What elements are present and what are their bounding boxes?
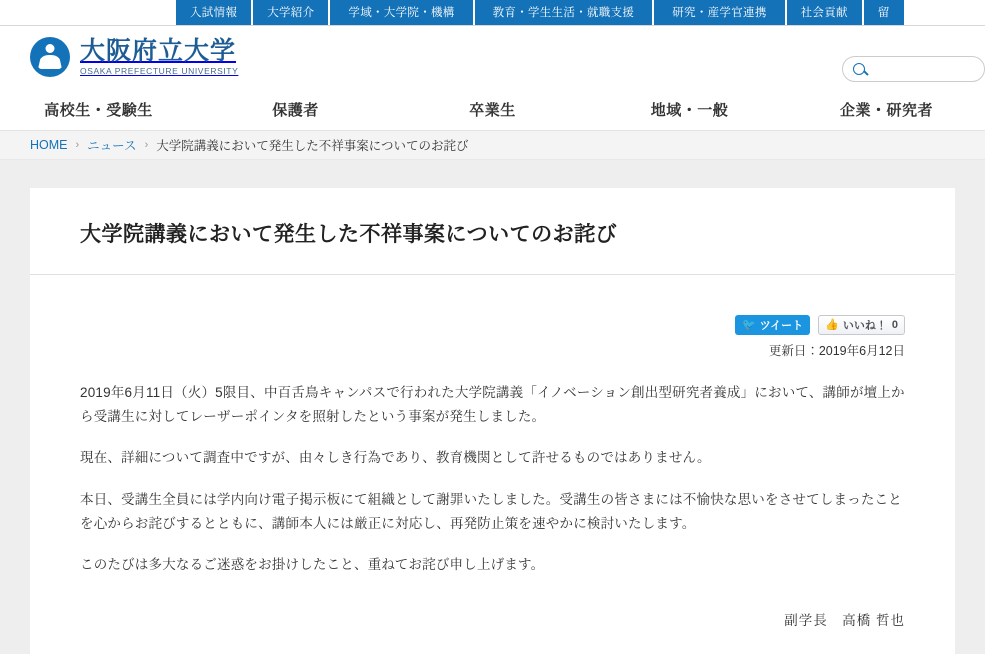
article-card [30, 188, 955, 668]
utility-nav-item-about[interactable]: 大学紹介 [253, 0, 328, 25]
page-background [0, 160, 985, 654]
utility-nav-item-student-life[interactable]: 教育・学生生活・就職支援 [475, 0, 653, 25]
nav-item-prospective-students[interactable]: 高校生・受験生 [44, 101, 153, 119]
breadcrumb-separator-1: › [75, 139, 80, 151]
utility-nav [0, 0, 985, 26]
updated-date: 更新日：2019年6月12日 [768, 344, 905, 359]
like-count: 0 [891, 319, 898, 332]
share-buttons [30, 289, 955, 335]
breadcrumb-home[interactable]: HOME [30, 138, 68, 152]
nav-item-alumni[interactable]: 卒業生 [469, 101, 516, 119]
nav-item-companies-researchers[interactable]: 企業・研究者 [839, 101, 933, 119]
site-search[interactable] [842, 56, 985, 82]
utility-nav-item-admissions[interactable]: 入試情報 [176, 0, 251, 25]
facebook-like-button[interactable] [818, 315, 905, 335]
article-body [30, 359, 955, 577]
site-logo[interactable] [30, 37, 238, 77]
twitter-bird-icon: 🐦 [742, 318, 756, 331]
article-paragraph-3: 本日、受講生全員には学内向け電子掲示板にて組織として謝罪いたしました。受講生の皆さまには不愉快な思いをさせてしまったことを心からお詫びするとともに、講師本人には厳正に対応し、再発防止策を速やかに検討いたします。 [80, 492, 902, 531]
breadcrumb-separator-2: › [144, 139, 149, 151]
site-header [0, 26, 985, 88]
logo-text-english: OSAKA PREFECTURE UNIVERSITY [80, 66, 239, 77]
tweet-button-label: ツイート [759, 320, 804, 333]
nav-item-guardians[interactable]: 保護者 [272, 101, 319, 119]
utility-nav-item-social-contribution[interactable]: 社会貢献 [787, 0, 862, 25]
tweet-button[interactable] [735, 315, 810, 335]
article-signature: 副学長 高橋 哲也 [784, 612, 905, 628]
audience-nav [0, 88, 985, 131]
breadcrumb-current: 大学院講義において発生した不祥事案についてのお詫び [156, 139, 469, 153]
utility-nav-item-international[interactable]: 留 [864, 0, 904, 25]
thumbs-up-icon: 👍 [825, 318, 839, 331]
article-paragraph-4: このたびは多大なるご迷惑をお掛けしたこと、重ねてお詫び申し上げます。 [80, 557, 545, 573]
article-paragraph-1: 2019年6月11日（火）5限目、中百舌鳥キャンパスで行われた大学院講義「イノベーション創出型研究者養成」において、講師が壇上から受講生に対してレーザーポインタを照射したという事案が発生しました。 [80, 385, 905, 424]
page-title: 大学院講義において発生した不祥事案についてのお詫び [30, 188, 955, 275]
article-paragraph-2: 現在、詳細について調査中ですが、由々しき行為であり、教育機関として許せるものではありません。 [80, 450, 711, 466]
university-emblem-icon [30, 37, 70, 77]
search-icon[interactable] [853, 63, 865, 75]
breadcrumb [0, 131, 985, 160]
like-button-label: いいね！ [842, 320, 887, 333]
logo-text-japanese: 大阪府立大学 [80, 36, 237, 65]
utility-nav-item-research[interactable]: 研究・産学官連携 [654, 0, 784, 25]
utility-nav-item-faculties[interactable]: 学域・大学院・機構 [330, 0, 472, 25]
breadcrumb-news[interactable]: ニュース [87, 139, 137, 153]
search-input[interactable] [871, 61, 971, 77]
nav-item-community[interactable]: 地域・一般 [650, 101, 729, 119]
